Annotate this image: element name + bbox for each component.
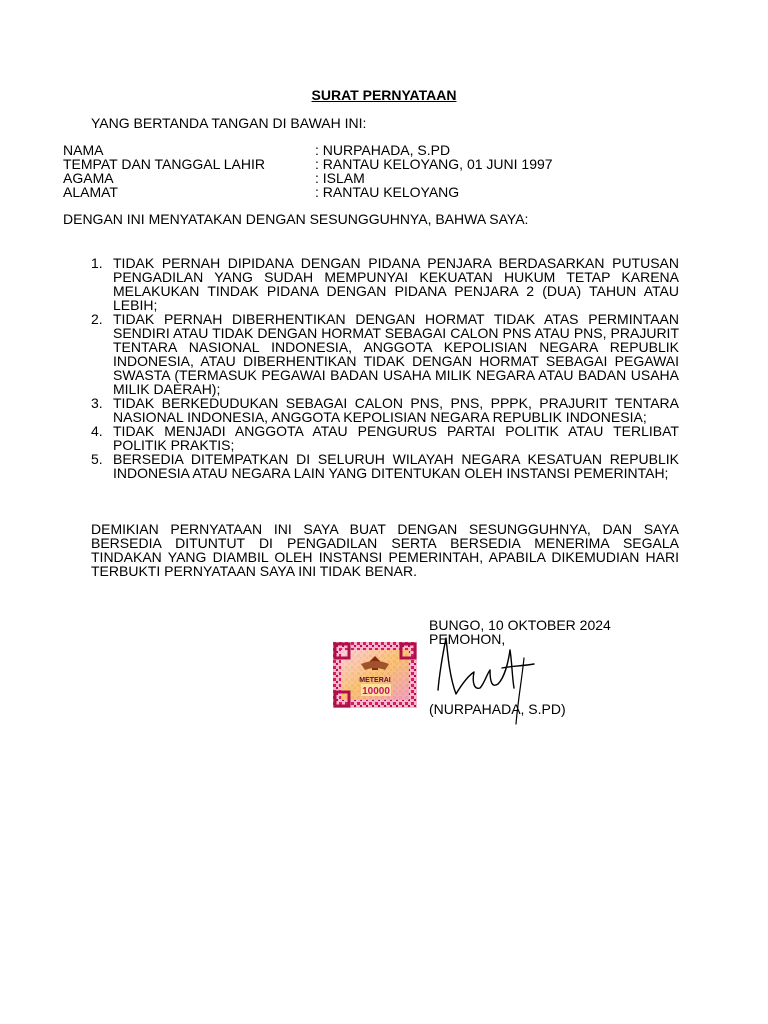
identity-table	[63, 143, 623, 199]
identity-row-birth	[63, 157, 623, 171]
identity-label: TEMPAT DAN TANGGAL LAHIR	[63, 156, 266, 172]
identity-label: AGAMA	[63, 170, 114, 186]
signer-name: (NURPAHADA, S.PD)	[429, 701, 566, 717]
list-text: TIDAK MENJADI ANGGOTA ATAU PENGURUS PARTAI POLITIK ATAU TERLIBAT POLITIK PRAKTIS;	[113, 423, 679, 453]
declaration-intro: DENGAN INI MENYATAKAN DENGAN SESUNGGUHNYA, BAHWA SAYA:	[63, 211, 529, 227]
stamp-label: METERAI	[359, 677, 391, 684]
list-item	[91, 452, 679, 480]
identity-row-name	[63, 143, 623, 157]
list-number: 1.	[91, 255, 103, 271]
list-text: TIDAK PERNAH DIPIDANA DENGAN PIDANA PENJARA BERDASARKAN PUTUSAN PENGADILAN YANG SUDAH MEMPUNYAI KEKUATAN HUKUM TETAP KARENA MELAKUKAN TINDAK PIDANA DENGAN PIDANA PENJARA 2 (DUA) TAHUN ATAU LEBIH;	[113, 255, 679, 313]
meterai-stamp-icon	[333, 642, 417, 708]
list-number: 4.	[91, 423, 103, 439]
identity-row-address	[63, 185, 623, 199]
identity-value: : RANTAU KELOYANG, 01 JUNI 1997	[315, 156, 553, 172]
list-item	[91, 256, 679, 312]
identity-value: : NURPAHADA, S.PD	[315, 142, 451, 158]
list-number: 5.	[91, 451, 103, 467]
list-text: BERSEDIA DITEMPATKAN DI SELURUH WILAYAH NEGARA KESATUAN REPUBLIK INDONESIA ATAU NEGARA LAIN YANG DITENTUKAN OLEH INSTANSI PEMERINTAH;	[113, 451, 679, 481]
list-text: TIDAK PERNAH DIBERHENTIKAN DENGAN HORMAT TIDAK ATAS PERMINTAAN SENDIRI ATAU TIDAK DENGAN HORMAT SEBAGAI CALON PNS ATAU PNS, PRAJURIT TENTARA NASIONAL INDONESIA, ANGGOTA KEPOLISIAN NEGARA REPUBLIK INDONESIA, ATAU DIBERHENTIKAN TIDAK DENGAN HORMAT SEBAGAI PEGAWAI SWASTA (TERMASUK PEGAWAI BADAN USAHA MILIK NEGARA ATAU BADAN USAHA MILIK DAERAH);	[113, 311, 679, 397]
intro-text: YANG BERTANDA TANGAN DI BAWAH INI:	[91, 115, 367, 131]
applicant-role: PEMOHON,	[429, 631, 506, 647]
identity-value: : ISLAM	[315, 170, 365, 186]
closing-paragraph: DEMIKIAN PERNYATAAN INI SAYA BUAT DENGAN SESUNGGUHNYA, DAN SAYA BERSEDIA DITUNTUT DI PENGADILAN SERTA BERSEDIA MENERIMA SEGALA TINDAKAN YANG DIAMBIL OLEH INSTANSI PEMERINTAH, APABILA DIKEMUDIAN HARI TERBUKTI PERNYATAAN SAYA INI TIDAK BENAR.	[91, 521, 679, 579]
list-number: 3.	[91, 395, 103, 411]
identity-label: ALAMAT	[63, 184, 118, 200]
list-number: 2.	[91, 311, 103, 327]
identity-row-religion	[63, 171, 623, 185]
list-text: TIDAK BERKEDUDUKAN SEBAGAI CALON PNS, PNS, PPPK, PRAJURIT TENTARA NASIONAL INDONESIA, ANGGOTA KEPOLISIAN NEGARA REPUBLIK INDONESIA;	[113, 395, 679, 425]
identity-value: : RANTAU KELOYANG	[315, 184, 460, 200]
list-item	[91, 396, 679, 424]
statement-list	[91, 256, 679, 480]
list-item	[91, 312, 679, 396]
place-date: BUNGO, 10 OKTOBER 2024	[429, 617, 611, 633]
identity-label: NAMA	[63, 142, 104, 158]
list-item	[91, 424, 679, 452]
stamp-value: 10000	[362, 686, 390, 697]
document-title: SURAT PERNYATAAN	[311, 87, 457, 103]
